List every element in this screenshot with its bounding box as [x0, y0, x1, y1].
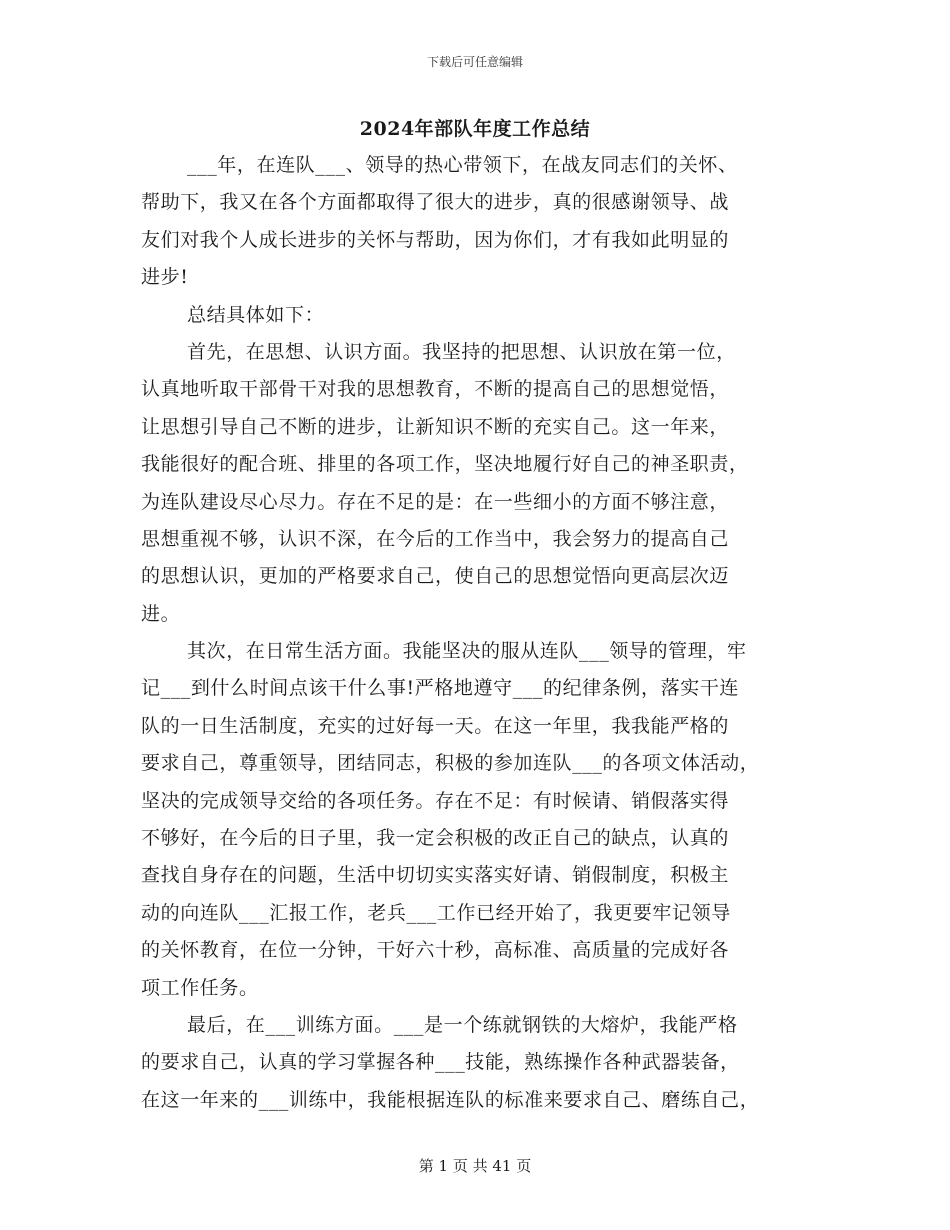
text-line: 进步!	[141, 266, 189, 289]
text-line: 查找自身存在的问题，生活中切切实实落实好请、销假制度，积极主	[141, 864, 730, 887]
paragraph-thought	[141, 334, 821, 633]
text-line: 最后，在___训练方面。___是一个练就钢铁的大熔炉，我能严格	[187, 1013, 738, 1036]
text-line: 为连队建设尽心尽力。存在不足的是：在一些细小的方面不够注意，	[141, 490, 730, 513]
text-line: 动的向连队___汇报工作，老兵___工作已经开始了，我更要牢记领导	[141, 901, 731, 924]
text-line: 认真地听取干部骨干对我的思想教育，不断的提高自己的思想觉悟，	[141, 378, 730, 401]
text-line: 友们对我个人成长进步的关怀与帮助，因为你们，才有我如此明显的	[141, 228, 730, 251]
document-title: 2024年部队年度工作总结	[359, 118, 591, 140]
text-line: 进。	[141, 602, 181, 625]
text-line: 总结具体如下：	[187, 303, 325, 326]
page-number: 第 1 页 共 41 页	[418, 1157, 532, 1175]
text-line: ___年，在连队___、领导的热心带领下，在战友同志们的关怀、	[187, 154, 738, 176]
text-line: 坚决的完成领导交给的各项任务。存在不足：有时候请、销假落实得	[141, 789, 730, 812]
paragraph-training	[141, 1007, 821, 1119]
text-line: 要求自己，尊重领导，团结同志，积极的参加连队___的各项文体活动，	[141, 752, 760, 775]
text-line: 首先，在思想、认识方面。我坚持的把思想、认识放在第一位，	[187, 340, 736, 363]
text-line: 在这一年来的___训练中，我能根据连队的标准来要求自己、磨练自己，	[141, 1088, 760, 1111]
text-line: 记___到什么时间点该干什么事!严格地遵守___的纪律条例，落实干连	[141, 677, 740, 700]
text-line: 队的一日生活制度，充实的过好每一天。在这一年里，我我能严格的	[141, 714, 730, 737]
text-line: 的要求自己，认真的学习掌握各种___技能，熟练操作各种武器装备，	[141, 1051, 740, 1074]
text-line: 我能很好的配合班、排里的各项工作，坚决地履行好自己的神圣职责，	[141, 453, 749, 476]
paragraph-summary-heading	[141, 297, 821, 334]
text-line: 让思想引导自己不断的进步，让新知识不断的充实自己。这一年来，	[141, 415, 730, 438]
text-line: 其次，在日常生活方面。我能坚决的服从连队___领导的管理，牢	[187, 640, 747, 663]
text-line: 思想重视不够，认识不深，在今后的工作当中，我会努力的提高自己	[141, 527, 730, 550]
text-line: 项工作任务。	[141, 976, 259, 999]
document-body	[141, 147, 821, 1119]
paragraph-daily-life	[141, 633, 821, 1007]
text-line: 不够好，在今后的日子里，我一定会积极的改正自己的缺点，认真的	[141, 827, 730, 850]
paragraph-intro	[141, 147, 821, 297]
text-line: 的思想认识，更加的严格要求自己，使自己的思想觉悟向更高层次迈	[141, 565, 730, 588]
text-line: 帮助下，我又在各个方面都取得了很大的进步，真的很感谢领导、战	[141, 191, 730, 214]
text-line: 的关怀教育，在位一分钟，干好六十秒，高标准、高质量的完成好各	[141, 939, 730, 962]
header-note: 下载后可任意编辑	[426, 55, 523, 69]
